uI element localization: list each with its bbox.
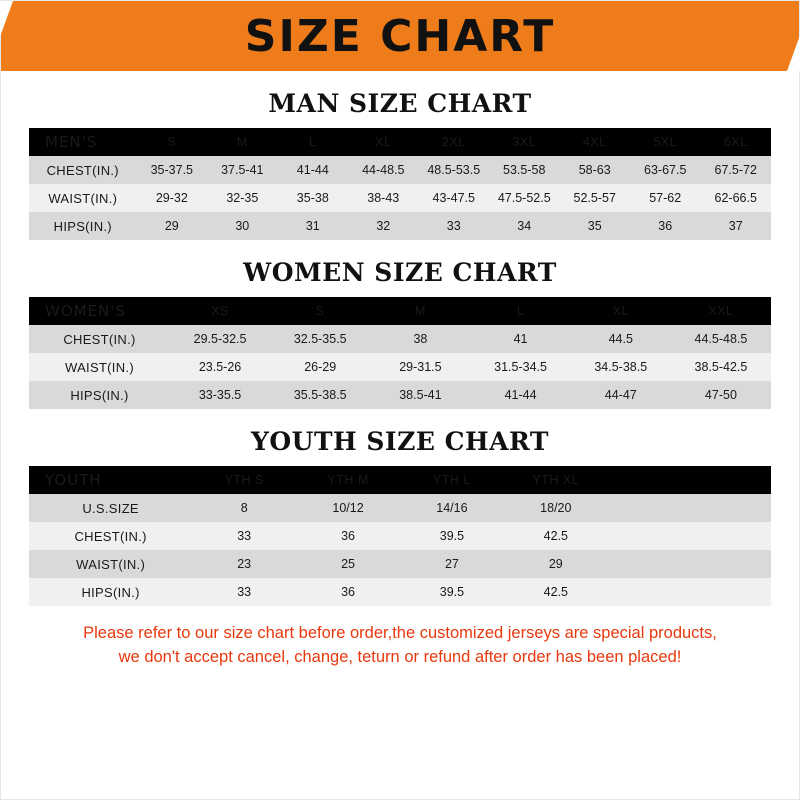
women-waist-xxl: 38.5-42.5 bbox=[671, 353, 771, 381]
youth-waist-l: 27 bbox=[400, 550, 504, 578]
youth-ussize-blank bbox=[608, 494, 771, 522]
youth-table-body bbox=[29, 494, 771, 606]
women-hips-m: 38.5-41 bbox=[370, 381, 470, 409]
footer-note-line-2: we don't accept cancel, change, teturn or refund after order has been placed! bbox=[118, 647, 682, 666]
women-header-m: M bbox=[370, 297, 470, 325]
table-row bbox=[29, 156, 771, 184]
women-chest-s: 32.5-35.5 bbox=[270, 325, 370, 353]
men-chest-l: 41-44 bbox=[278, 156, 348, 184]
man-section-title: MAN SIZE CHART bbox=[268, 89, 532, 118]
table-row bbox=[29, 522, 771, 550]
women-row-waist-label: WAIST(IN.) bbox=[29, 353, 170, 381]
men-chest-3xl: 53.5-58 bbox=[489, 156, 559, 184]
youth-ussize-l: 14/16 bbox=[400, 494, 504, 522]
women-table-body bbox=[29, 325, 771, 409]
men-header-6xl: 6XL bbox=[700, 128, 771, 156]
men-hips-2xl: 33 bbox=[419, 212, 489, 240]
men-hips-m: 30 bbox=[207, 212, 277, 240]
men-waist-5xl: 57-62 bbox=[630, 184, 700, 212]
women-size-table bbox=[29, 297, 771, 409]
men-size-table bbox=[29, 128, 771, 240]
men-chest-6xl: 67.5-72 bbox=[700, 156, 771, 184]
men-header-l: L bbox=[278, 128, 348, 156]
men-hips-3xl: 34 bbox=[489, 212, 559, 240]
women-header-s: S bbox=[270, 297, 370, 325]
men-chest-4xl: 58-63 bbox=[559, 156, 629, 184]
women-waist-l: 31.5-34.5 bbox=[470, 353, 570, 381]
men-chest-m: 37.5-41 bbox=[207, 156, 277, 184]
page-title: SIZE CHART bbox=[244, 10, 556, 62]
youth-header-label: YOUTH bbox=[29, 466, 192, 494]
women-hips-xs: 33-35.5 bbox=[170, 381, 270, 409]
men-waist-6xl: 62-66.5 bbox=[700, 184, 771, 212]
women-hips-xxl: 47-50 bbox=[671, 381, 771, 409]
men-row-waist-label: WAIST(IN.) bbox=[29, 184, 137, 212]
women-header-xxl: XXL bbox=[671, 297, 771, 325]
table-row bbox=[29, 212, 771, 240]
men-hips-l: 31 bbox=[278, 212, 348, 240]
youth-header-l: YTH L bbox=[400, 466, 504, 494]
youth-hips-s: 33 bbox=[192, 578, 296, 606]
youth-ussize-m: 10/12 bbox=[296, 494, 400, 522]
youth-hips-m: 36 bbox=[296, 578, 400, 606]
youth-chest-m: 36 bbox=[296, 522, 400, 550]
table-header-row bbox=[29, 297, 771, 325]
men-hips-4xl: 35 bbox=[559, 212, 629, 240]
men-row-chest-label: CHEST(IN.) bbox=[29, 156, 137, 184]
youth-row-chest-label: CHEST(IN.) bbox=[29, 522, 192, 550]
women-waist-xs: 23.5-26 bbox=[170, 353, 270, 381]
youth-header-s: YTH S bbox=[192, 466, 296, 494]
women-section-title: WOMEN SIZE CHART bbox=[243, 258, 557, 287]
men-header-4xl: 4XL bbox=[559, 128, 629, 156]
women-hips-s: 35.5-38.5 bbox=[270, 381, 370, 409]
men-chest-s: 35-37.5 bbox=[137, 156, 207, 184]
men-hips-s: 29 bbox=[137, 212, 207, 240]
men-header-3xl: 3XL bbox=[489, 128, 559, 156]
youth-header-m: YTH M bbox=[296, 466, 400, 494]
table-row bbox=[29, 184, 771, 212]
women-row-chest-label: CHEST(IN.) bbox=[29, 325, 170, 353]
youth-header-blank bbox=[608, 466, 771, 494]
men-hips-6xl: 37 bbox=[700, 212, 771, 240]
men-waist-s: 29-32 bbox=[137, 184, 207, 212]
women-table-header bbox=[29, 297, 771, 325]
men-header-xl: XL bbox=[348, 128, 418, 156]
youth-table-header bbox=[29, 466, 771, 494]
table-header-row bbox=[29, 466, 771, 494]
men-hips-5xl: 36 bbox=[630, 212, 700, 240]
men-table-header bbox=[29, 128, 771, 156]
youth-size-table bbox=[29, 466, 771, 606]
men-header-label: MEN'S bbox=[29, 128, 137, 156]
footer-note bbox=[29, 622, 771, 670]
youth-row-waist-label: WAIST(IN.) bbox=[29, 550, 192, 578]
youth-ussize-xl: 18/20 bbox=[504, 494, 608, 522]
men-header-5xl: 5XL bbox=[630, 128, 700, 156]
women-header-xl: XL bbox=[571, 297, 671, 325]
youth-row-hips-label: HIPS(IN.) bbox=[29, 578, 192, 606]
women-hips-l: 41-44 bbox=[470, 381, 570, 409]
men-chest-xl: 44-48.5 bbox=[348, 156, 418, 184]
table-row bbox=[29, 494, 771, 522]
men-chest-5xl: 63-67.5 bbox=[630, 156, 700, 184]
men-waist-m: 32-35 bbox=[207, 184, 277, 212]
men-header-2xl: 2XL bbox=[419, 128, 489, 156]
youth-chest-s: 33 bbox=[192, 522, 296, 550]
chart-content bbox=[1, 89, 799, 670]
table-row bbox=[29, 353, 771, 381]
women-hips-xl: 44-47 bbox=[571, 381, 671, 409]
women-chest-xs: 29.5-32.5 bbox=[170, 325, 270, 353]
women-waist-m: 29-31.5 bbox=[370, 353, 470, 381]
men-table-body bbox=[29, 156, 771, 240]
footer-note-line-1: Please refer to our size chart before order,the customized jerseys are special products, bbox=[83, 624, 717, 642]
table-row bbox=[29, 550, 771, 578]
women-header-label: WOMEN'S bbox=[29, 297, 170, 325]
youth-hips-blank bbox=[608, 578, 771, 606]
youth-waist-xl: 29 bbox=[504, 550, 608, 578]
table-header-row bbox=[29, 128, 771, 156]
table-row bbox=[29, 325, 771, 353]
youth-section-title: YOUTH SIZE CHART bbox=[251, 427, 549, 456]
table-row bbox=[29, 578, 771, 606]
men-waist-2xl: 43-47.5 bbox=[419, 184, 489, 212]
men-waist-4xl: 52.5-57 bbox=[559, 184, 629, 212]
men-waist-xl: 38-43 bbox=[348, 184, 418, 212]
youth-header-xl: YTH XL bbox=[504, 466, 608, 494]
men-header-m: M bbox=[207, 128, 277, 156]
youth-chest-blank bbox=[608, 522, 771, 550]
youth-waist-blank bbox=[608, 550, 771, 578]
women-waist-xl: 34.5-38.5 bbox=[571, 353, 671, 381]
women-row-hips-label: HIPS(IN.) bbox=[29, 381, 170, 409]
men-row-hips-label: HIPS(IN.) bbox=[29, 212, 137, 240]
youth-chest-l: 39.5 bbox=[400, 522, 504, 550]
men-waist-3xl: 47.5-52.5 bbox=[489, 184, 559, 212]
youth-waist-s: 23 bbox=[192, 550, 296, 578]
table-row bbox=[29, 381, 771, 409]
women-chest-m: 38 bbox=[370, 325, 470, 353]
women-header-l: L bbox=[470, 297, 570, 325]
men-hips-xl: 32 bbox=[348, 212, 418, 240]
women-chest-xxl: 44.5-48.5 bbox=[671, 325, 771, 353]
men-chest-2xl: 48.5-53.5 bbox=[419, 156, 489, 184]
page-banner bbox=[1, 1, 799, 71]
women-chest-xl: 44.5 bbox=[571, 325, 671, 353]
youth-hips-l: 39.5 bbox=[400, 578, 504, 606]
women-chest-l: 41 bbox=[470, 325, 570, 353]
men-waist-l: 35-38 bbox=[278, 184, 348, 212]
youth-row-ussize-label: U.S.SIZE bbox=[29, 494, 192, 522]
youth-hips-xl: 42.5 bbox=[504, 578, 608, 606]
men-header-s: S bbox=[137, 128, 207, 156]
women-waist-s: 26-29 bbox=[270, 353, 370, 381]
youth-chest-xl: 42.5 bbox=[504, 522, 608, 550]
youth-ussize-s: 8 bbox=[192, 494, 296, 522]
women-header-xs: XS bbox=[170, 297, 270, 325]
youth-waist-m: 25 bbox=[296, 550, 400, 578]
